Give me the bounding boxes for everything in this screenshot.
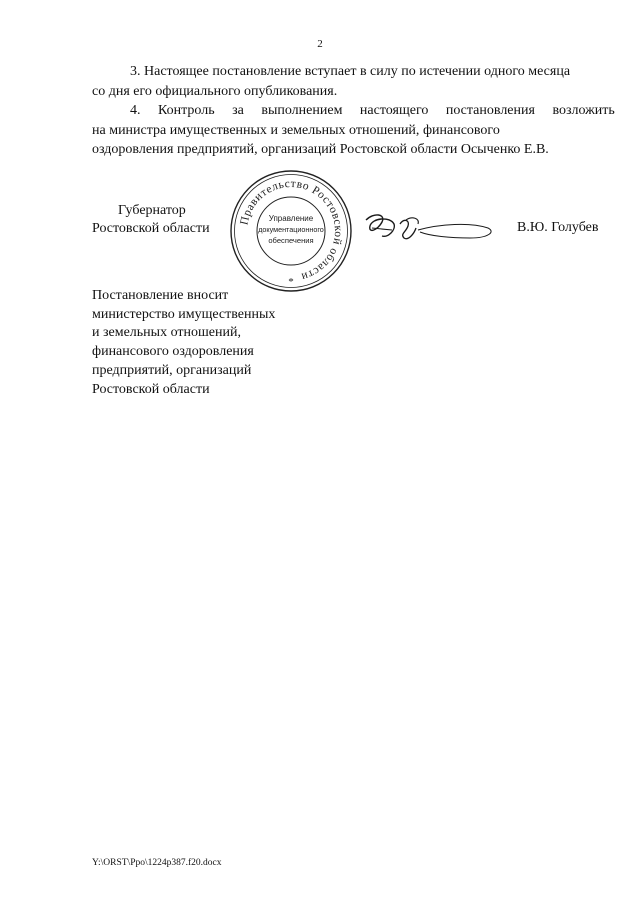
governor-title-line-2: Ростовской области: [92, 221, 210, 236]
seal-center-line-1: Управление: [268, 214, 314, 223]
seal-star-icon: *: [288, 276, 294, 288]
submitted-by-note: [92, 287, 275, 399]
paragraph-3-line-2: со дня его официального опубликования.: [92, 83, 338, 99]
document-body: [92, 62, 615, 160]
submitted-by-line-6: Ростовской области: [92, 381, 210, 397]
p4-word-1: на министра: [92, 122, 167, 138]
submitted-by-line-3: и земельных отношений,: [92, 325, 241, 341]
governor-title-line-1: Губернатор: [118, 203, 186, 218]
p4-word-4: земельных: [281, 122, 346, 138]
page-number: 2: [317, 38, 323, 50]
paragraph-3-text-1: 3. Настоящее постановление вступает в силу по истечении одного месяца: [130, 64, 571, 79]
paragraph-3: [92, 62, 612, 101]
submitted-by-line-5: предприятий, организаций: [92, 362, 252, 378]
paragraph-3-line-1: [92, 62, 612, 82]
seal-center-line-2: документационного: [258, 225, 324, 234]
submitted-by-line-1: Постановление вносит: [92, 288, 229, 303]
paragraph-4-text-1: 4. Контроль за выполнением настоящего постановления возложить: [130, 103, 615, 118]
paragraph-4: [92, 101, 615, 160]
governor-name: В.Ю. Голубев: [517, 220, 599, 235]
p4-word-5: отношений,: [349, 122, 420, 138]
governor-title: [92, 202, 210, 238]
submitted-by-line-2: министерство имущественных: [92, 306, 276, 322]
paragraph-4-line-1: [92, 101, 615, 121]
p4-word-6: финансового: [422, 122, 500, 138]
seal-center-line-3: обеспечения: [268, 236, 314, 245]
file-path: Y:\ORST\Ppo\1224p387.f20.docx: [92, 858, 222, 868]
seal-ring-textpath: Правительство Ростовской области: [238, 177, 345, 283]
paragraph-4-line-2: [92, 121, 612, 141]
paragraph-4-line-3: оздоровления предприятий, организаций Ростовской области Осыченко Е.В.: [92, 142, 549, 157]
official-seal: [228, 168, 354, 294]
handwritten-signature: [360, 208, 500, 244]
submitted-by-line-4: финансового оздоровления: [92, 344, 254, 360]
p4-word-3: и: [270, 122, 278, 138]
p4-word-2: имущественных: [169, 122, 267, 138]
